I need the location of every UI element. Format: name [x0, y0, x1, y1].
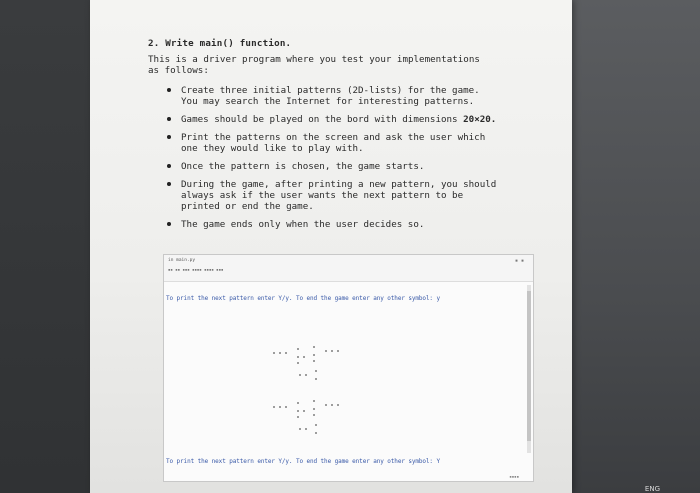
status-icon: ▪▪▪▪: [509, 474, 519, 479]
pattern-dot: [337, 404, 339, 406]
pattern-dot: [325, 350, 327, 352]
pattern-dot: [297, 348, 299, 350]
console-menu: ▪▪ ▪▪ ▪▪▪ ▪▪▪▪ ▪▪▪▪ ▪▪▪: [168, 267, 224, 272]
console-scrollbar[interactable]: [527, 285, 531, 453]
bullet-icon: [167, 117, 171, 121]
console-title: in main.py: [168, 258, 196, 263]
pattern-dot: [303, 410, 305, 412]
pattern-dot: [313, 400, 315, 402]
pattern-dot: [331, 350, 333, 352]
list-item: During the game, after printing a new pattern, you should always ask if the user wants the next pattern to be printed or end the game.: [148, 179, 538, 212]
console-prompt-bottom: To print the next pattern enter Y/y. To end the game enter any other symbol: Y: [166, 458, 440, 465]
pattern-dot: [305, 428, 307, 430]
pattern-dot: [297, 416, 299, 418]
section-heading: 2. Write main() function.: [148, 38, 292, 49]
pattern-dot: [285, 352, 287, 354]
assignment-text: [148, 38, 538, 237]
list-item: Games should be played on the bord with dimensions 20×20.: [148, 114, 538, 125]
pattern-dot: [313, 408, 315, 410]
bullet-icon: [167, 182, 171, 186]
pattern-dot: [305, 374, 307, 376]
pattern-dot: [273, 406, 275, 408]
console-prompt: To print the next pattern enter Y/y. To end the game enter any other symbol: y: [166, 295, 440, 302]
pattern-dot: [315, 432, 317, 434]
pattern-dot: [297, 402, 299, 404]
pattern-dot: [315, 424, 317, 426]
pattern-dot: [297, 362, 299, 364]
pattern-dot: [313, 414, 315, 416]
pattern-dot: [297, 356, 299, 358]
pattern-dot: [303, 356, 305, 358]
pattern-dot: [299, 374, 301, 376]
console-screenshot: [163, 254, 534, 482]
bullet-icon: [167, 135, 171, 139]
pattern-dot: [313, 354, 315, 356]
game-pattern-output: [164, 255, 533, 481]
bullet-icon: [167, 164, 171, 168]
pattern-dot: [285, 406, 287, 408]
pattern-dot: [325, 404, 327, 406]
intro-paragraph: This is a driver program where you test your implementations as follows:: [148, 54, 480, 76]
paper-sheet: [90, 0, 572, 493]
pattern-dot: [315, 370, 317, 372]
list-item: Print the patterns on the screen and ask the user which one they would like to play with.: [148, 132, 538, 154]
pattern-dot: [299, 428, 301, 430]
pattern-dot: [297, 410, 299, 412]
background-right: [572, 0, 700, 493]
pattern-dot: [313, 360, 315, 362]
bullet-icon: [167, 88, 171, 92]
pattern-dot: [273, 352, 275, 354]
bullet-icon: [167, 222, 171, 226]
list-item: The game ends only when the user decides so.: [148, 219, 538, 230]
list-item: Once the pattern is chosen, the game starts.: [148, 161, 538, 172]
pattern-dot: [331, 404, 333, 406]
list-item: Create three initial patterns (2D-lists) for the game. You may search the Internet for interesting patterns.: [148, 85, 538, 107]
pattern-dot: [279, 406, 281, 408]
requirements-list: [148, 85, 538, 230]
background-left: [0, 0, 90, 493]
pattern-dot: [313, 346, 315, 348]
pattern-dot: [337, 350, 339, 352]
pattern-dot: [315, 378, 317, 380]
scroll-thumb[interactable]: [527, 291, 531, 441]
pattern-dot: [279, 352, 281, 354]
window-controls-icon: ▪▪: [514, 258, 527, 264]
taskbar-language[interactable]: ENG: [644, 485, 660, 493]
